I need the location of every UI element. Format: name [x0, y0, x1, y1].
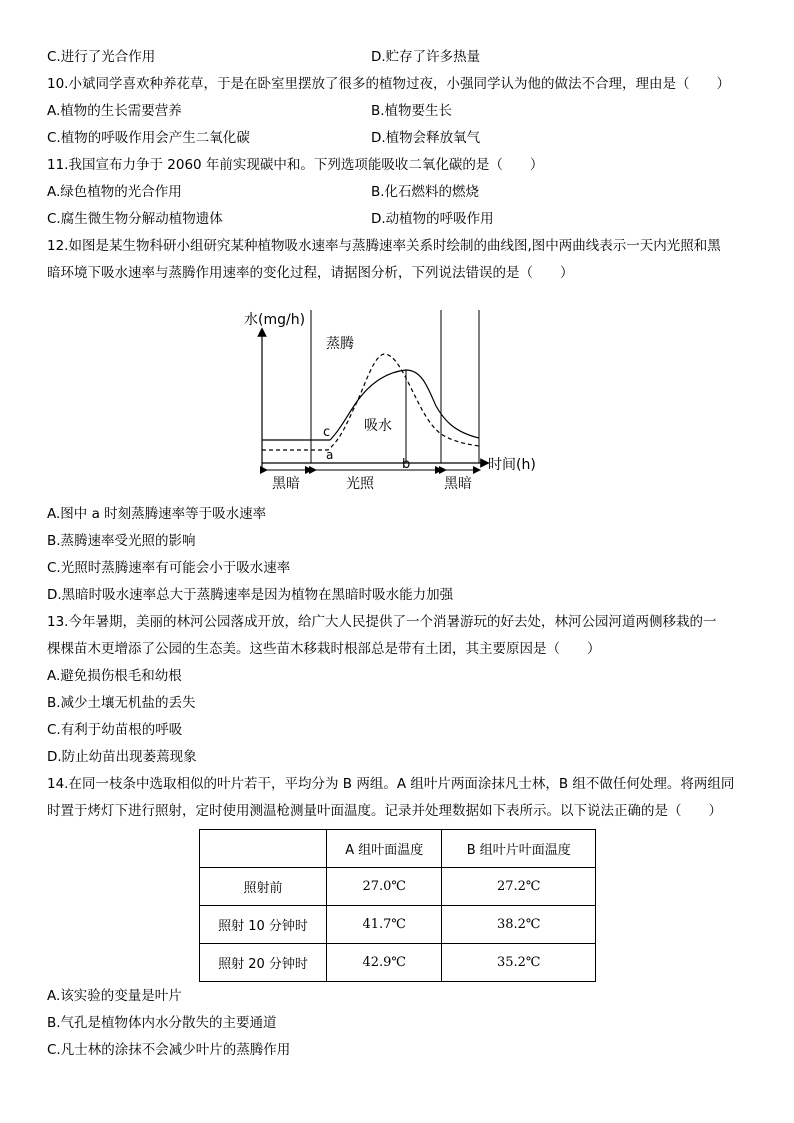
q10-option-a: A.植物的生长需要营养	[47, 103, 182, 119]
q11-option-c: C.腐生微生物分解动植物遗体	[47, 211, 223, 227]
absorption-label: 吸水	[364, 418, 392, 434]
q13-option-b: B.减少土壤无机盐的丢失	[47, 695, 196, 711]
q14-stem-line1: 14.在同一枝条中选取相似的叶片若干，平均分为 B 两组。A 组叶片两面涂抹凡士林，B 组不做任何处理。将两组同	[47, 776, 735, 792]
region-dark-right: 黑暗	[444, 476, 472, 492]
transpiration-curve	[262, 354, 479, 450]
q12-option-c: C.光照时蒸腾速率有可能会小于吸水速率	[47, 560, 291, 576]
q11-option-a: A.绿色植物的光合作用	[47, 184, 182, 200]
q11-option-b: B.化石燃料的燃烧	[371, 184, 480, 200]
region-light: 光照	[346, 476, 374, 492]
table-cell: 照射 10 分钟时	[200, 906, 327, 944]
q12-option-b: B.蒸腾速率受光照的影响	[47, 533, 196, 549]
q12-option-a: A.图中 a 时刻蒸腾速率等于吸水速率	[47, 506, 267, 522]
table-row	[200, 906, 596, 944]
table-cell: 27.0℃	[327, 868, 442, 906]
q13-stem-line1: 13.今年暑期，美丽的林河公园落成开放，给广大人民提供了一个消暑游玩的好去处，林河公园河道两侧移栽的一	[47, 614, 717, 630]
q12-stem-line2: 暗环境下吸水速率与蒸腾作用速率的变化过程，请据图分析，下列说法错误的是（ ）	[47, 265, 574, 281]
q14-option-b: B.气孔是植物体内水分散失的主要通道	[47, 1015, 277, 1031]
table-cell: 42.9℃	[327, 944, 442, 982]
table-cell: 38.2℃	[442, 906, 596, 944]
point-a-label: a	[326, 448, 334, 462]
q13-option-d: D.防止幼苗出现萎蔫现象	[47, 749, 197, 765]
q10-stem: 10.小斌同学喜欢种养花草，于是在卧室里摆放了很多的植物过夜，小强同学认为他的做法不合理，理由是（ ）	[47, 76, 730, 92]
table-header-cell: A 组叶面温度	[327, 830, 442, 868]
y-axis-label: 水(mg/h)	[244, 312, 306, 328]
table-row	[200, 944, 596, 982]
q9-option-c: C.进行了光合作用	[47, 49, 156, 65]
q12-stem-line1: 12.如图是某生物科研小组研究某种植物吸水速率与蒸腾速率关系时绘制的曲线图,图中两曲线表示一天内光照和黑	[47, 238, 721, 254]
q10-option-d: D.植物会释放氧气	[371, 130, 481, 146]
q14-data-table	[199, 829, 596, 982]
q13-option-c: C.有利于幼苗根的呼吸	[47, 722, 183, 738]
table-cell: 27.2℃	[442, 868, 596, 906]
table-header-cell: B 组叶片叶面温度	[442, 830, 596, 868]
transpiration-label: 蒸腾	[326, 336, 354, 352]
point-b-label: b	[402, 457, 411, 472]
q14-option-c: C.凡士林的涂抹不会减少叶片的蒸腾作用	[47, 1042, 291, 1058]
region-dark-left: 黑暗	[272, 476, 300, 492]
table-header-cell	[200, 830, 327, 868]
x-axis-label: 时间(h)	[488, 457, 536, 473]
table-header-row	[200, 830, 596, 868]
q10-option-c: C.植物的呼吸作用会产生二氧化碳	[47, 130, 250, 146]
table-cell: 照射 20 分钟时	[200, 944, 327, 982]
table-cell: 41.7℃	[327, 906, 442, 944]
table-cell: 35.2℃	[442, 944, 596, 982]
q13-option-a: A.避免损伤根毛和幼根	[47, 668, 182, 684]
table-cell: 照射前	[200, 868, 327, 906]
q13-stem-line2: 棵棵苗木更增添了公园的生态美。这些苗木移栽时根部总是带有土团，其主要原因是（ ）	[47, 641, 601, 657]
q12-option-d: D.黑暗时吸水速率总大于蒸腾速率是因为植物在黑暗时吸水能力加强	[47, 587, 454, 603]
q14-option-a: A.该实验的变量是叶片	[47, 988, 182, 1004]
table-row	[200, 868, 596, 906]
q9-option-d: D.贮存了许多热量	[371, 49, 481, 65]
point-c-label: c	[323, 425, 331, 440]
q10-option-b: B.植物要生长	[371, 103, 453, 119]
q12-graph	[230, 302, 560, 492]
q11-option-d: D.动植物的呼吸作用	[371, 211, 494, 227]
q11-stem: 11.我国宣布力争于 2060 年前实现碳中和。下列选项能吸收二氧化碳的是（ ）	[47, 157, 544, 173]
q14-stem-line2: 时置于烤灯下进行照射，定时使用测温枪测量叶面温度。记录并处理数据如下表所示。以下说法正确的是（ ）	[47, 803, 722, 819]
